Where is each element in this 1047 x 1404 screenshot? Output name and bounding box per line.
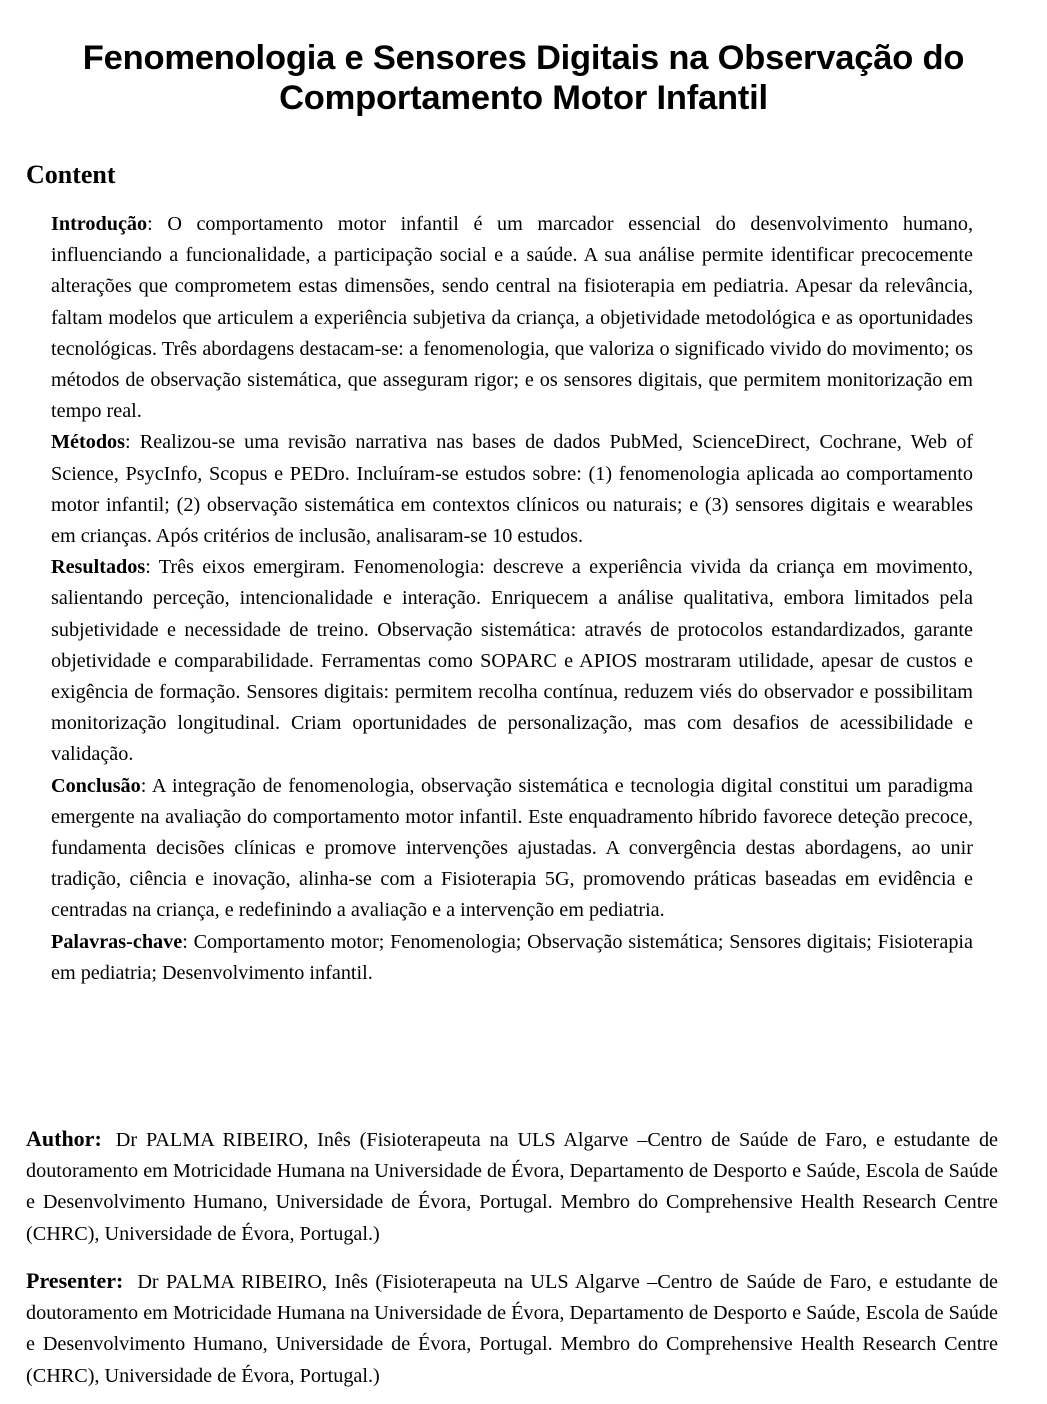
section-text: Comportamento motor; Fenomenologia; Observação sistemática; Sensores digitais; Fisioterapia em pediatria; Desenvolvimento infantil. (51, 930, 973, 984)
author-text: Dr PALMA RIBEIRO, Inês (Fisioterapeuta na ULS Algarve –Centro de Saúde de Faro, e estudante de doutoramento em Motricidade Humana na Universidade de Évora, Departamento de Desporto e Saúde, Escola de Saúde e Desenvolvimento Humano, Universidade de Évora, Portugal. Membro do Comprehensive Health Research Centre (CHRC), Universidade de Évora, Portugal.) (26, 1129, 998, 1245)
section-label: Palavras-chave (51, 930, 183, 953)
section-conclusao: Conclusão: A integração de fenomenologia, observação sistemática e tecnologia digital constitui um paradigma emergente na avaliação do comportamento motor infantil. Este enquadramento híbrido favorece deteção precoce, fundamenta decisões clínicas e promove intervenções ajustadas. A convergência destas abordagens, ao unir tradição, ciência e inovação, alinha-se com a Fisioterapia 5G, promovendo práticas baseadas em evidência e centradas na criança, e redefinindo a avaliação e a intervenção em pediatria. (51, 774, 973, 922)
section-palavras-chave: Palavras-chave: Comportamento motor; Fenomenologia; Observação sistemática; Sensores digitais; Fisioterapia em pediatria; Desenvolvimento infantil. (51, 930, 973, 984)
author-label: Author: (26, 1126, 102, 1151)
presenter-text: Dr PALMA RIBEIRO, Inês (Fisioterapeuta na ULS Algarve –Centro de Saúde de Faro, e estudante de doutoramento em Motricidade Humana na Universidade de Évora, Departamento de Desporto e Saúde, Escola de Saúde e Desenvolvimento Humano, Universidade de Évora, Portugal. Membro do Comprehensive Health Research Centre (CHRC), Universidade de Évora, Portugal.) (26, 1271, 998, 1387)
content-heading: Content (26, 160, 116, 189)
section-resultados: Resultados: Três eixos emergiram. Fenomenologia: descreve a experiência vivida da criança em movimento, salientando perceção, intencionalidade e interação. Enriquecem a análise qualitativa, embora limitados pela subjetividade e necessidade de treino. Observação sistemática: através de protocolos estandardizados, garante objetividade e comparabilidade. Ferramentas como SOPARC e APIOS mostraram utilidade, apesar de custos e exigência de formação. Sensores digitais: permitem recolha contínua, reduzem viés do observador e possibilitam monitorização longitudinal. Criam oportunidades de personalização, mas com desafios de acessibilidade e validação. (51, 556, 973, 766)
section-text: Realizou-se uma revisão narrativa nas bases de dados PubMed, ScienceDirect, Cochrane, Web of Science, PsycInfo, Scopus e PEDro. Incluíram-se estudos sobre: (1) fenomenologia aplicada ao comportamento motor infantil; (2) observação sistemática em contextos clínicos ou naturais; e (3) sensores digitais e wearables em crianças. Após critérios de inclusão, analisaram-se 10 estudos. (51, 431, 974, 548)
section-label: Resultados (51, 556, 146, 579)
section-label: Introdução (51, 213, 148, 235)
author-block (26, 1123, 998, 1250)
section-label: Conclusão (51, 774, 141, 797)
section-label: Métodos (51, 431, 126, 454)
presenter-label: Presenter: (26, 1268, 124, 1293)
presenter-block (26, 1265, 998, 1392)
section-metodos: Métodos: Realizou-se uma revisão narrativa nas bases de dados PubMed, ScienceDirect, Cochrane, Web of Science, PsycInfo, Scopus e PEDro. Incluíram-se estudos sobre: (1) fenomenologia aplicada ao comportamento motor infantil; (2) observação sistemática em contextos clínicos ou naturais; e (3) sensores digitais e wearables em crianças. Após critérios de inclusão, analisaram-se 10 estudos. (51, 431, 974, 548)
section-text: O comportamento motor infantil é um marcador essencial do desenvolvimento humano, influenciando a funcionalidade, a participação social e a saúde. A sua análise permite identificar precocemente alterações que comprometem estas dimensões, sendo central na fisioterapia em pediatria. Apesar da relevância, faltam modelos que articulem a experiência subjetiva da criança, a objetividade metodológica e as oportunidades tecnológicas. Três abordagens destacam-se: a fenomenologia, que valoriza o significado vivido do movimento; os métodos de observação sistemática, que asseguram rigor; e os sensores digitais, que permitem monitorização em tempo real. (51, 213, 973, 423)
abstract-content (51, 209, 973, 989)
section-introducao: Introdução: O comportamento motor infantil é um marcador essencial do desenvolvimento humano, influenciando a funcionalidade, a participação social e a saúde. A sua análise permite identificar precocemente alterações que comprometem estas dimensões, sendo central na fisioterapia em pediatria. Apesar da relevância, faltam modelos que articulem a experiência subjetiva da criança, a objetividade metodológica e as oportunidades tecnológicas. Três abordagens destacam-se: a fenomenologia, que valoriza o significado vivido do movimento; os métodos de observação sistemática, que asseguram rigor; e os sensores digitais, que permitem monitorização em tempo real. (51, 213, 973, 423)
section-text: Três eixos emergiram. Fenomenologia: descreve a experiência vivida da criança em movimento, salientando perceção, intencionalidade e interação. Enriquecem a análise qualitativa, embora limitados pela subjetividade e necessidade de treino. Observação sistemática: através de protocolos estandardizados, garante objetividade e comparabilidade. Ferramentas como SOPARC e APIOS mostraram utilidade, apesar de custos e exigência de formação. Sensores digitais: permitem recolha contínua, reduzem viés do observador e possibilitam monitorização longitudinal. Criam oportunidades de personalização, mas com desafios de acessibilidade e validação. (51, 556, 973, 766)
document-title: Fenomenologia e Sensores Digitais na Observação do Comportamento Motor Infantil (82, 39, 965, 117)
section-text: A integração de fenomenologia, observação sistemática e tecnologia digital constitui um paradigma emergente na avaliação do comportamento motor infantil. Este enquadramento híbrido favorece deteção precoce, fundamenta decisões clínicas e promove intervenções ajustadas. A convergência destas abordagens, ao unir tradição, ciência e inovação, alinha-se com a Fisioterapia 5G, promovendo práticas baseadas em evidência e centradas na criança, e redefinindo a avaliação e a intervenção em pediatria. (51, 774, 973, 922)
